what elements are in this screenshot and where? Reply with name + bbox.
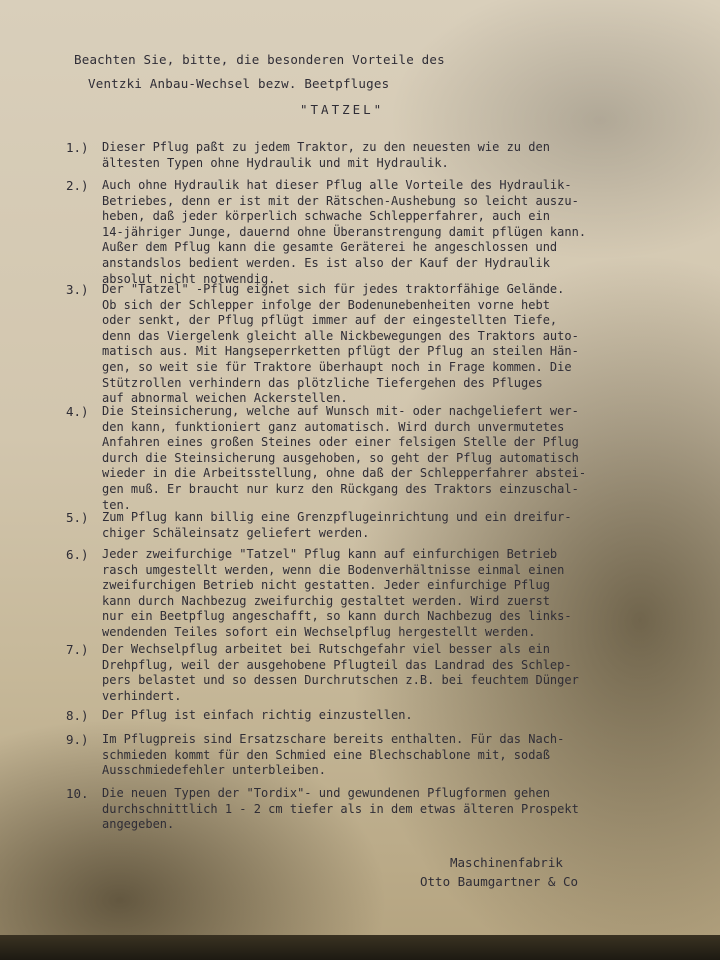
item-text <box>102 178 692 287</box>
item-text-line: Anfahren eines großen Steines oder einer felsigen Stelle der Pflug <box>102 435 579 450</box>
item-number: 10. <box>66 786 89 801</box>
item-text-line: Auch ohne Hydraulik hat dieser Pflug alle Vorteile des Hydraulik- <box>102 178 572 192</box>
item-text <box>102 732 692 779</box>
header-line-1: Beachten Sie, bitte, die besonderen Vorteile des <box>74 52 445 67</box>
item-text-line: heben, daß jeder körperlich schwache Schlepperfahrer, auch ein <box>102 209 550 224</box>
item-text-line: rasch umgestellt werden, wenn die Bodenverhältnisse einmal einen <box>102 562 565 577</box>
item-text <box>102 708 692 724</box>
item-text-line: Die neuen Typen der "Tordix"- und gewundenen Pflugformen gehen <box>102 786 550 800</box>
item-text-line: den kann, funktioniert ganz automatisch. Wird durch unvermutetes <box>102 419 565 434</box>
item-number: 2.) <box>66 178 89 193</box>
item-text-line: Ob sich der Schlepper infolge der Bodenunebenheiten vorne hebt <box>102 297 550 312</box>
item-text <box>102 642 692 704</box>
table-edge <box>0 935 720 960</box>
item-number: 1.) <box>66 140 89 155</box>
signature-line-1: Maschinenfabrik <box>450 855 563 870</box>
item-text-line: Im Pflugpreis sind Ersatzschare bereits enthalten. Für das Nach- <box>102 732 565 746</box>
item-text <box>102 786 692 833</box>
item-text-line: Dieser Pflug paßt zu jedem Traktor, zu den neuesten wie zu den <box>102 140 550 154</box>
item-number: 6.) <box>66 547 89 562</box>
item-text-line: durch die Steinsicherung ausgehoben, so geht der Pflug automatisch <box>102 450 579 465</box>
item-text <box>102 282 692 407</box>
item-text-line: Der Wechselpflug arbeitet bei Rutschgefahr viel besser als ein <box>102 642 550 656</box>
item-text-line: Außer dem Pflug kann die gesamte Geräterei he angeschlossen und <box>102 240 558 255</box>
item-text-line: anstandslos bedient werden. Es ist also der Kauf der Hydraulik <box>102 255 550 270</box>
item-text-line: 14-jähriger Junge, dauernd ohne Überanstrengung damit pflügen kann. <box>102 224 587 239</box>
item-number: 3.) <box>66 282 89 297</box>
header-line-2: Ventzki Anbau-Wechsel bezw. Beetpfluges <box>88 76 390 91</box>
item-text-line: chiger Schäleinsatz geliefert werden. <box>102 525 370 540</box>
item-text-line: gen muß. Er braucht nur kurz den Rückgang des Traktors einzuschal- <box>102 481 579 496</box>
item-text-line: Betriebes, denn er ist mit der Rätschen-Aushebung so leicht auszu- <box>102 193 579 208</box>
item-text-line: zweifurchigen Betrieb nicht gestatten. Jeder einfurchige Pflug <box>102 578 550 593</box>
item-text-line: wendenden Teiles sofort ein Wechselpflug hergestellt werden. <box>102 624 536 639</box>
item-text-line: kann durch Nachbezug zweifurchig gestaltet werden. Wird zuerst <box>102 593 550 608</box>
item-text-line: angegeben. <box>102 817 175 832</box>
item-text-line: absolut nicht notwendig. <box>102 271 276 286</box>
item-text-line: oder senkt, der Pflug pflügt immer auf der eingestellten Tiefe, <box>102 313 558 328</box>
signature-block <box>420 853 578 891</box>
item-number: 4.) <box>66 404 89 419</box>
item-number: 9.) <box>66 732 89 747</box>
item-text-line: Ausschmiedefehler unterbleiben. <box>102 763 326 778</box>
item-text-line: Zum Pflug kann billig eine Grenzpflugeinrichtung und ein dreifur- <box>102 510 572 524</box>
item-text-line: Der Pflug ist einfach richtig einzustellen. <box>102 708 413 722</box>
item-text-line: Der "Tatzel" -Pflug eignet sich für jedes traktorfähige Gelände. <box>102 282 565 296</box>
item-text-line: Drehpflug, weil der ausgehobene Pflugteil das Landrad des Schlep- <box>102 657 572 672</box>
item-number: 5.) <box>66 510 89 525</box>
item-text <box>102 140 692 171</box>
item-text-line: denn das Viergelenk gleicht alle Nickbewegungen des Traktors auto- <box>102 328 579 343</box>
item-text-line: gen, so weit sie für Traktore überhaupt noch in Frage kommen. Die <box>102 359 572 374</box>
item-text-line: pers belastet und so dessen Durchrutschen z.B. bei feuchtem Dünger <box>102 673 579 688</box>
item-text-line: schmieden kommt für den Schmied eine Blechschablone mit, sodaß <box>102 747 550 762</box>
item-text <box>102 547 692 641</box>
item-text-line: verhindert. <box>102 688 182 703</box>
signature-line-2: Otto Baumgartner & Co <box>420 874 579 889</box>
item-text-line: Jeder zweifurchige "Tatzel" Pflug kann auf einfurchigen Betrieb <box>102 547 558 561</box>
item-text-line: durchschnittlich 1 - 2 cm tiefer als in dem etwas älteren Prospekt <box>102 801 579 816</box>
item-text-line: Stützrollen verhindern das plötzliche Tiefergehen des Pfluges <box>102 375 543 390</box>
item-text-line: nur ein Beetpflug angeschafft, so kann durch Nachbezug des links- <box>102 609 572 624</box>
header-title: "TATZEL" <box>300 102 385 117</box>
item-number: 7.) <box>66 642 89 657</box>
item-text <box>102 404 692 513</box>
item-text-line: auf abnormal weichen Ackerstellen. <box>102 391 348 406</box>
item-text-line: matisch aus. Mit Hangseperrketten pflügt der Pflug an steilen Hän- <box>102 344 579 359</box>
item-text <box>102 510 692 541</box>
item-number: 8.) <box>66 708 89 723</box>
item-text-line: wieder in die Arbeitsstellung, ohne daß der Schlepperfahrer abstei- <box>102 466 587 481</box>
item-text-line: Die Steinsicherung, welche auf Wunsch mit- oder nachgeliefert wer- <box>102 404 579 418</box>
item-text-line: ten. <box>102 497 131 512</box>
item-text-line: ältesten Typen ohne Hydraulik und mit Hydraulik. <box>102 155 449 170</box>
